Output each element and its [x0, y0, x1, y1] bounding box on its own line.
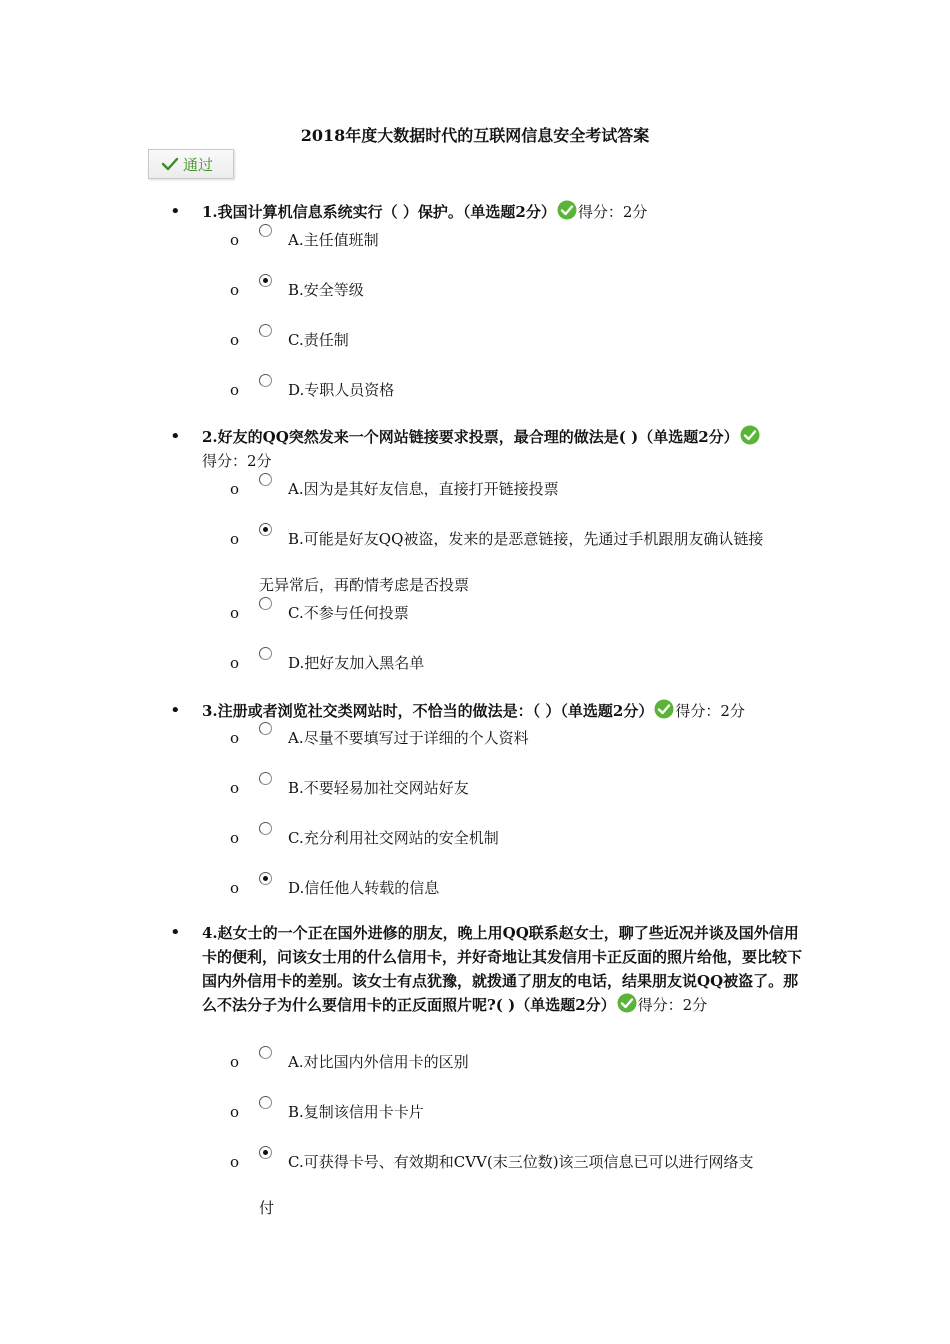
option-label: A.尽量不要填写过于详细的个人资料 [288, 729, 529, 747]
option-3d[interactable] [0, 876, 950, 900]
option-label: D.信任他人转载的信息 [288, 879, 440, 897]
option-label-continuation: 无异常后，再酌情考虑是否投票 [259, 576, 470, 594]
option-4c[interactable] [0, 1150, 950, 1174]
option-4b[interactable] [0, 1100, 950, 1124]
sub-bullet: o [230, 381, 240, 399]
sub-bullet: o [230, 604, 240, 622]
radio-button[interactable] [259, 1046, 272, 1059]
sub-bullet: o [230, 281, 240, 299]
radio-button[interactable] [259, 224, 272, 237]
option-label: D.把好友加入黑名单 [288, 654, 425, 672]
option-label: C.可获得卡号、有效期和CVV(末三位数)该三项信息已可以进行网络支 [288, 1153, 754, 1171]
score-text: 得分：2分 [202, 452, 272, 470]
sub-bullet: o [230, 480, 240, 498]
option-label: C.责任制 [288, 331, 349, 349]
sub-bullet: o [230, 729, 240, 747]
option-3b[interactable] [0, 776, 950, 800]
sub-bullet: o [230, 331, 240, 349]
page-title: 2018年度大数据时代的互联网信息安全考试答案 [300, 126, 650, 145]
option-2b[interactable] [0, 527, 950, 551]
option-label: A.对比国内外信用卡的区别 [288, 1053, 469, 1071]
pass-badge-label: 通过 [183, 155, 214, 174]
option-label: A.主任值班制 [288, 231, 379, 249]
option-3a[interactable] [0, 726, 950, 750]
option-1c[interactable] [0, 328, 950, 352]
correct-check-icon [654, 699, 674, 719]
sub-bullet: o [230, 1053, 240, 1071]
bullet: • [170, 426, 181, 447]
score-text: 得分：2分 [577, 203, 648, 221]
option-3c[interactable] [0, 826, 950, 850]
bullet: • [170, 201, 181, 222]
pass-badge [148, 149, 234, 179]
option-label: B.安全等级 [288, 281, 364, 299]
radio-button-selected[interactable] [259, 872, 272, 885]
question-stem: 1.我国计算机信息系统实行（ ）保护。（单选题2分） [202, 203, 556, 221]
radio-button[interactable] [259, 374, 272, 387]
question-text [202, 699, 808, 723]
sub-bullet: o [230, 231, 240, 249]
option-label: A.因为是其好友信息，直接打开链接投票 [288, 480, 559, 498]
option-label: D.专职人员资格 [288, 381, 395, 399]
option-1b[interactable] [0, 278, 950, 302]
question-stem: 4.赵女士的一个正在国外进修的朋友，晚上用QQ联系赵女士，聊了些近况并谈及国外信用卡的便利，问该女士用的什么信用卡，并好奇地让其发信用卡正反面的照片给他，要比较下国内外信用卡的差别。该女士有点犹豫，就拨通了朋友的电话，结果朋友说QQ被盗了。那么不法分子为什么要信用卡的正反面照片呢?( )（单选题2分） [202, 924, 803, 1014]
option-label: C.充分利用社交网站的安全机制 [288, 829, 499, 847]
question-text [202, 921, 808, 1017]
sub-bullet: o [230, 654, 240, 672]
radio-button[interactable] [259, 722, 272, 735]
radio-button[interactable] [259, 473, 272, 486]
question-stem: 2.好友的QQ突然发来一个网站链接要求投票，最合理的做法是( )（单选题2分） [202, 428, 739, 446]
option-1d[interactable] [0, 378, 950, 402]
checkmark-icon [161, 156, 179, 172]
option-label: C.不参与任何投票 [288, 604, 409, 622]
sub-bullet: o [230, 829, 240, 847]
bullet: • [170, 922, 181, 943]
option-label: B.不要轻易加社交网站好友 [288, 779, 469, 797]
score-text: 得分：2分 [637, 996, 708, 1014]
correct-check-icon [617, 993, 637, 1013]
question-text [202, 200, 808, 224]
option-2d[interactable] [0, 651, 950, 675]
sub-bullet: o [230, 879, 240, 897]
question-text [202, 425, 808, 473]
correct-check-icon [557, 200, 577, 220]
option-2c[interactable] [0, 601, 950, 625]
option-4a[interactable] [0, 1050, 950, 1074]
correct-check-icon [740, 425, 760, 445]
radio-button[interactable] [259, 772, 272, 785]
radio-button[interactable] [259, 1096, 272, 1109]
sub-bullet: o [230, 1153, 240, 1171]
sub-bullet: o [230, 779, 240, 797]
radio-button-selected[interactable] [259, 274, 272, 287]
option-label: B.复制该信用卡卡片 [288, 1103, 424, 1121]
radio-button[interactable] [259, 822, 272, 835]
sub-bullet: o [230, 1103, 240, 1121]
radio-button-selected[interactable] [259, 1146, 272, 1159]
score-text: 得分：2分 [675, 702, 745, 720]
radio-button-selected[interactable] [259, 523, 272, 536]
option-label: B.可能是好友QQ被盗，发来的是恶意链接，先通过手机跟朋友确认链接 [288, 530, 764, 548]
bullet: • [170, 700, 181, 721]
option-label-continuation: 付 [259, 1199, 275, 1217]
radio-button[interactable] [259, 324, 272, 337]
radio-button[interactable] [259, 597, 272, 610]
question-stem: 3.注册或者浏览社交类网站时，不恰当的做法是：（ ）（单选题2分） [202, 702, 654, 720]
option-2a[interactable] [0, 477, 950, 501]
sub-bullet: o [230, 530, 240, 548]
radio-button[interactable] [259, 647, 272, 660]
option-1a[interactable] [0, 228, 950, 252]
